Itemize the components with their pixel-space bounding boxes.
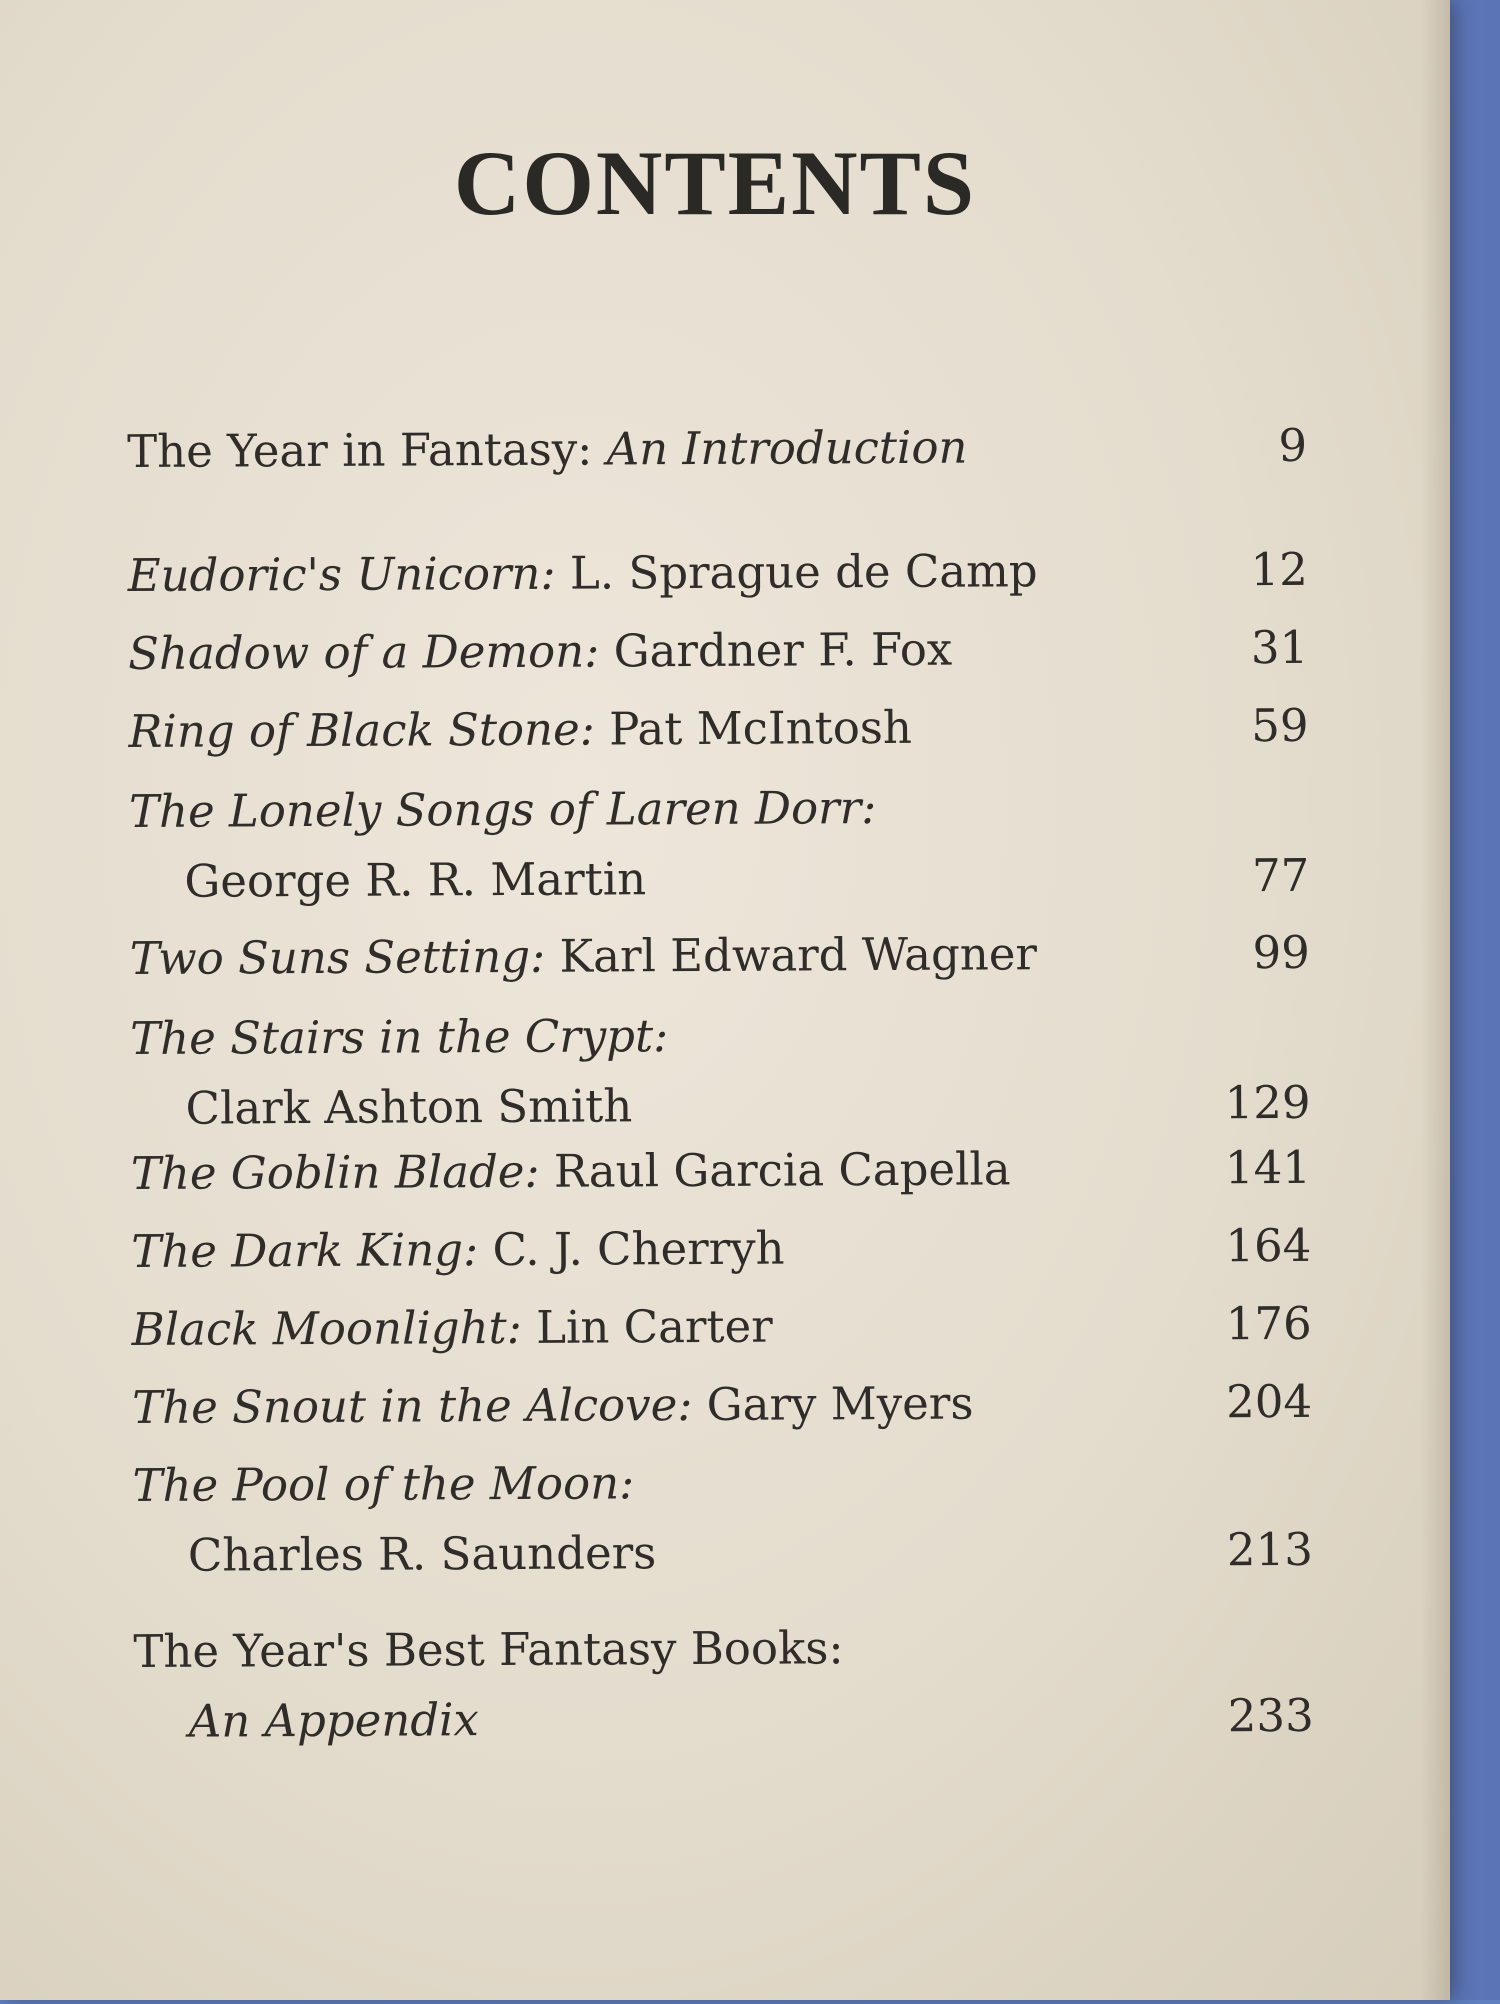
page-number: 59 (1251, 698, 1309, 753)
entry-text (132, 1296, 773, 1361)
story-author: George R. R. Martin (184, 852, 647, 908)
page-number: 176 (1225, 1296, 1312, 1351)
page-number: 12 (1250, 542, 1308, 597)
toc-entry-story (129, 775, 1310, 921)
toc-entry-story (128, 695, 1308, 771)
entry-author-line (185, 1075, 632, 1139)
entry-title-line (129, 777, 877, 843)
toc-entry-story (131, 1137, 1311, 1213)
entry-text (128, 540, 1038, 607)
entry-text (131, 1218, 785, 1283)
story-title: The Goblin Blade (130, 1144, 525, 1200)
entry-text (130, 923, 1037, 990)
title-separator: : (677, 1377, 707, 1432)
page-number: 204 (1226, 1374, 1313, 1429)
story-author: L. Sprague de Camp (569, 544, 1038, 600)
story-title: Two Suns Setting (129, 929, 531, 985)
appendix-subtitle: An Appendix (188, 1693, 479, 1748)
toc-entry-introduction (127, 415, 1307, 491)
story-author: Gardner F. Fox (613, 622, 953, 678)
entry-text (128, 619, 952, 685)
toc-entry-story (132, 1371, 1312, 1447)
page-number: 77 (1251, 848, 1310, 903)
story-title: The Dark King (131, 1223, 464, 1278)
intro-subtitle: An Introduction (606, 420, 968, 476)
story-author: C. J. Cherryh (492, 1221, 785, 1277)
entry-author-line (188, 1522, 657, 1586)
page-number: 141 (1224, 1140, 1312, 1195)
toc-entry-appendix (133, 1615, 1314, 1761)
contents-heading: CONTENTS (453, 132, 977, 234)
title-separator: : (529, 929, 560, 983)
story-author: Raul Garcia Capella (553, 1142, 1011, 1198)
title-separator: : (524, 1144, 555, 1198)
toc-entry-story (130, 922, 1310, 998)
entry-title-line (133, 1617, 843, 1683)
entry-title-line (130, 1005, 668, 1070)
intro-title: The Year in Fantasy (126, 422, 578, 478)
page-number: 213 (1226, 1522, 1314, 1577)
toc-entry-story (132, 1293, 1312, 1369)
entry-text (132, 1373, 974, 1439)
story-title: Black Moonlight (131, 1301, 507, 1356)
entry-text (128, 697, 912, 763)
entry-title-line (132, 1452, 634, 1517)
story-title: Ring of Black Stone (128, 702, 580, 758)
title-separator: : (579, 702, 610, 756)
story-title: The Stairs in the Crypt (130, 1009, 654, 1065)
title-separator: : (860, 781, 877, 835)
page-number: 31 (1250, 620, 1309, 675)
entry-text (131, 1138, 1011, 1205)
story-author: Clark Ashton Smith (185, 1079, 633, 1135)
entry-subtitle-line (189, 1689, 479, 1753)
story-title: The Lonely Songs of Laren Dorr (128, 781, 862, 838)
story-author: Karl Edward Wagner (559, 927, 1038, 983)
page-number: 9 (1278, 418, 1308, 472)
entry-text (127, 417, 968, 483)
toc-entry-story (132, 1449, 1313, 1595)
page-number: 129 (1224, 1075, 1311, 1130)
story-title: The Snout in the Alcove (131, 1378, 678, 1434)
story-title: Eudoric's Unicorn (127, 546, 541, 602)
title-separator: : (462, 1223, 493, 1277)
story-title: Shadow of a Demon (128, 624, 585, 680)
story-author: Lin Carter (536, 1299, 773, 1354)
toc-entry-story (130, 1002, 1311, 1148)
title-separator: : (506, 1300, 537, 1355)
title-separator: : (652, 1009, 669, 1063)
toc-entry-story (128, 617, 1308, 693)
toc-entry-story (128, 539, 1308, 615)
story-title: The Pool of the Moon (132, 1456, 620, 1512)
appendix-title: The Year's Best Fantasy Books: (133, 1621, 844, 1678)
page-number: 99 (1252, 925, 1310, 980)
story-author: Gary Myers (706, 1376, 974, 1431)
entry-author-line (184, 848, 646, 912)
title-separator: : (584, 624, 614, 678)
title-separator: : (540, 546, 571, 600)
title-separator: : (618, 1456, 635, 1510)
toc-entry-story (131, 1215, 1311, 1291)
story-author: Charles R. Saunders (187, 1526, 657, 1582)
page-number: 164 (1225, 1218, 1312, 1273)
page-number: 233 (1227, 1688, 1314, 1743)
intro-separator: : (577, 422, 607, 476)
story-author: Pat McIntosh (609, 700, 913, 756)
